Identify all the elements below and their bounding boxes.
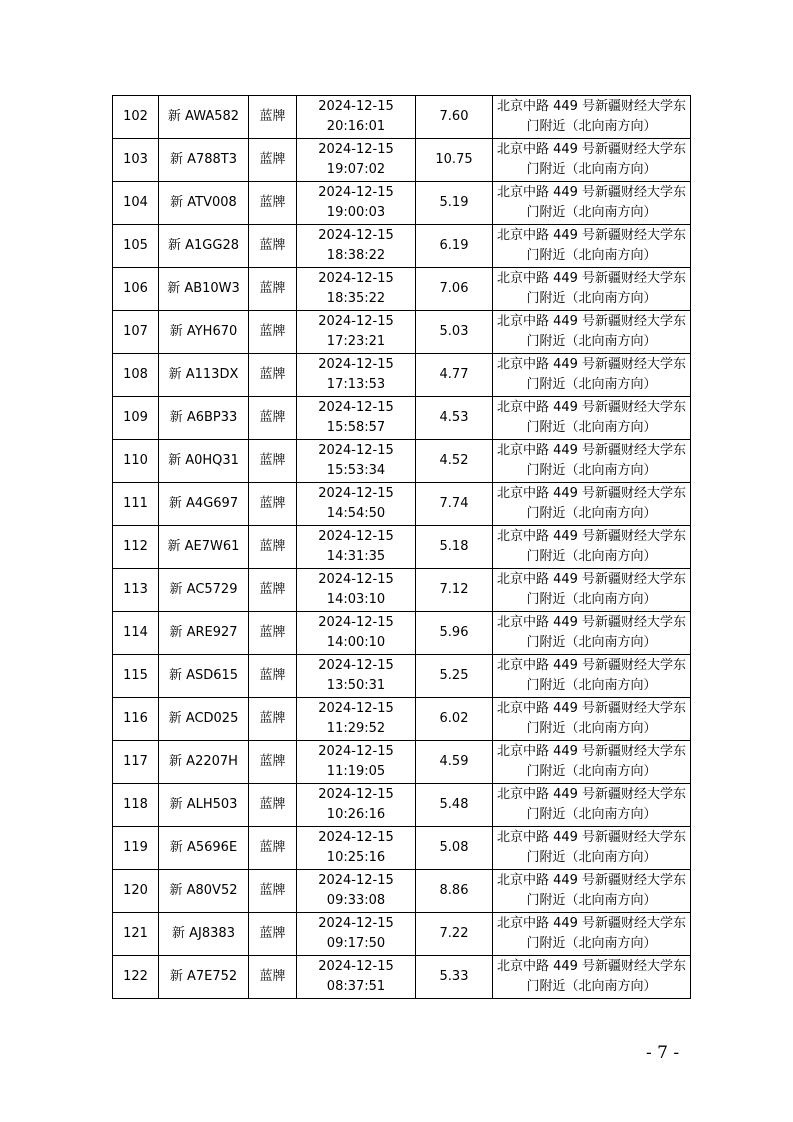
date-text: 2024-12-15 (318, 873, 394, 888)
row-number-cell: 117 (113, 741, 159, 784)
table-row (113, 182, 691, 225)
table-row (113, 96, 691, 139)
time-text: 09:33:08 (326, 893, 386, 908)
plate-color-cell: 蓝牌 (249, 827, 297, 870)
location-line-2: 门附近（北向南方向） (526, 678, 657, 693)
location-line-1: 北京中路 449 号新疆财经大学东 (496, 701, 687, 716)
plate-number-cell: 新 A6BP33 (159, 397, 249, 440)
plate-color-cell: 蓝牌 (249, 96, 297, 139)
plate-color-cell: 蓝牌 (249, 440, 297, 483)
date-text: 2024-12-15 (318, 615, 394, 630)
location-line-1: 北京中路 449 号新疆财经大学东 (496, 400, 687, 415)
location-cell (493, 268, 691, 311)
time-text: 10:25:16 (326, 850, 386, 865)
time-text: 15:53:34 (326, 463, 386, 478)
row-number-cell: 106 (113, 268, 159, 311)
plate-number-cell: 新 A2207H (159, 741, 249, 784)
location-line-2: 门附近（北向南方向） (526, 592, 657, 607)
timestamp-cell (297, 569, 416, 612)
value-cell: 4.53 (416, 397, 493, 440)
location-line-2: 门附近（北向南方向） (526, 162, 657, 177)
location-cell (493, 225, 691, 268)
row-number-cell: 121 (113, 913, 159, 956)
timestamp-cell (297, 956, 416, 999)
table-row (113, 956, 691, 999)
time-text: 14:54:50 (326, 506, 386, 521)
row-number-cell: 110 (113, 440, 159, 483)
date-text: 2024-12-15 (318, 959, 394, 974)
timestamp-cell (297, 268, 416, 311)
table-row (113, 784, 691, 827)
location-line-2: 门附近（北向南方向） (526, 291, 657, 306)
location-cell (493, 870, 691, 913)
value-cell: 7.74 (416, 483, 493, 526)
plate-number-cell: 新 AC5729 (159, 569, 249, 612)
location-line-2: 门附近（北向南方向） (526, 205, 657, 220)
plate-color-cell: 蓝牌 (249, 612, 297, 655)
location-line-1: 北京中路 449 号新疆财经大学东 (496, 314, 687, 329)
location-line-1: 北京中路 449 号新疆财经大学东 (496, 572, 687, 587)
date-text: 2024-12-15 (318, 787, 394, 802)
value-cell: 7.12 (416, 569, 493, 612)
plate-number-cell: 新 AYH670 (159, 311, 249, 354)
location-cell (493, 612, 691, 655)
timestamp-cell (297, 655, 416, 698)
location-cell (493, 483, 691, 526)
value-cell: 4.59 (416, 741, 493, 784)
location-cell (493, 397, 691, 440)
location-line-1: 北京中路 449 号新疆财经大学东 (496, 529, 687, 544)
plate-number-cell: 新 ACD025 (159, 698, 249, 741)
table-row (113, 569, 691, 612)
date-text: 2024-12-15 (318, 443, 394, 458)
table-row (113, 827, 691, 870)
plate-color-cell: 蓝牌 (249, 698, 297, 741)
location-line-1: 北京中路 449 号新疆财经大学东 (496, 99, 687, 114)
plate-number-cell: 新 A113DX (159, 354, 249, 397)
plate-number-cell: 新 A4G697 (159, 483, 249, 526)
location-line-1: 北京中路 449 号新疆财经大学东 (496, 271, 687, 286)
value-cell: 5.08 (416, 827, 493, 870)
date-text: 2024-12-15 (318, 830, 394, 845)
row-number-cell: 107 (113, 311, 159, 354)
timestamp-cell (297, 612, 416, 655)
location-line-1: 北京中路 449 号新疆财经大学东 (496, 744, 687, 759)
page-number: - 7 - (646, 1043, 680, 1063)
plate-color-cell: 蓝牌 (249, 956, 297, 999)
row-number-cell: 103 (113, 139, 159, 182)
records-table (112, 95, 691, 999)
location-cell (493, 698, 691, 741)
timestamp-cell (297, 225, 416, 268)
location-cell (493, 354, 691, 397)
row-number-cell: 104 (113, 182, 159, 225)
time-text: 09:17:50 (326, 936, 386, 951)
date-text: 2024-12-15 (318, 529, 394, 544)
timestamp-cell (297, 483, 416, 526)
table-row (113, 225, 691, 268)
value-cell: 5.33 (416, 956, 493, 999)
value-cell: 10.75 (416, 139, 493, 182)
plate-color-cell: 蓝牌 (249, 397, 297, 440)
timestamp-cell (297, 526, 416, 569)
value-cell: 6.02 (416, 698, 493, 741)
row-number-cell: 113 (113, 569, 159, 612)
plate-number-cell: 新 A80V52 (159, 870, 249, 913)
plate-number-cell: 新 AB10W3 (159, 268, 249, 311)
plate-number-cell: 新 AWA582 (159, 96, 249, 139)
date-text: 2024-12-15 (318, 142, 394, 157)
time-text: 19:07:02 (326, 162, 386, 177)
timestamp-cell (297, 827, 416, 870)
table-row (113, 139, 691, 182)
table-row (113, 311, 691, 354)
location-line-2: 门附近（北向南方向） (526, 334, 657, 349)
plate-number-cell: 新 ASD615 (159, 655, 249, 698)
table-row (113, 397, 691, 440)
time-text: 08:37:51 (326, 979, 386, 994)
value-cell: 7.60 (416, 96, 493, 139)
location-line-1: 北京中路 449 号新疆财经大学东 (496, 830, 687, 845)
location-line-2: 门附近（北向南方向） (526, 936, 657, 951)
row-number-cell: 116 (113, 698, 159, 741)
plate-number-cell: 新 A5696E (159, 827, 249, 870)
row-number-cell: 120 (113, 870, 159, 913)
location-line-2: 门附近（北向南方向） (526, 248, 657, 263)
location-line-1: 北京中路 449 号新疆财经大学东 (496, 873, 687, 888)
plate-number-cell: 新 AE7W61 (159, 526, 249, 569)
value-cell: 8.86 (416, 870, 493, 913)
date-text: 2024-12-15 (318, 314, 394, 329)
plate-color-cell: 蓝牌 (249, 354, 297, 397)
location-line-1: 北京中路 449 号新疆财经大学东 (496, 142, 687, 157)
plate-number-cell: 新 A0HQ31 (159, 440, 249, 483)
location-line-2: 门附近（北向南方向） (526, 893, 657, 908)
row-number-cell: 108 (113, 354, 159, 397)
location-line-1: 北京中路 449 号新疆财经大学东 (496, 228, 687, 243)
plate-color-cell: 蓝牌 (249, 655, 297, 698)
value-cell: 5.48 (416, 784, 493, 827)
plate-color-cell: 蓝牌 (249, 225, 297, 268)
plate-color-cell: 蓝牌 (249, 741, 297, 784)
date-text: 2024-12-15 (318, 658, 394, 673)
location-cell (493, 182, 691, 225)
date-text: 2024-12-15 (318, 228, 394, 243)
value-cell: 5.96 (416, 612, 493, 655)
plate-number-cell: 新 ARE927 (159, 612, 249, 655)
table-row (113, 913, 691, 956)
location-line-1: 北京中路 449 号新疆财经大学东 (496, 658, 687, 673)
location-cell (493, 139, 691, 182)
value-cell: 7.22 (416, 913, 493, 956)
timestamp-cell (297, 698, 416, 741)
location-line-2: 门附近（北向南方向） (526, 377, 657, 392)
location-line-1: 北京中路 449 号新疆财经大学东 (496, 185, 687, 200)
value-cell: 6.19 (416, 225, 493, 268)
plate-color-cell: 蓝牌 (249, 870, 297, 913)
value-cell: 4.77 (416, 354, 493, 397)
timestamp-cell (297, 397, 416, 440)
location-line-2: 门附近（北向南方向） (526, 979, 657, 994)
time-text: 17:23:21 (326, 334, 386, 349)
location-line-2: 门附近（北向南方向） (526, 420, 657, 435)
plate-number-cell: 新 ATV008 (159, 182, 249, 225)
time-text: 14:00:10 (326, 635, 386, 650)
date-text: 2024-12-15 (318, 572, 394, 587)
value-cell: 5.03 (416, 311, 493, 354)
time-text: 15:58:57 (326, 420, 386, 435)
time-text: 11:19:05 (326, 764, 386, 779)
table-row (113, 440, 691, 483)
table-row (113, 268, 691, 311)
location-cell (493, 311, 691, 354)
date-text: 2024-12-15 (318, 701, 394, 716)
location-line-2: 门附近（北向南方向） (526, 549, 657, 564)
plate-number-cell: 新 AJ8383 (159, 913, 249, 956)
row-number-cell: 119 (113, 827, 159, 870)
timestamp-cell (297, 870, 416, 913)
date-text: 2024-12-15 (318, 99, 394, 114)
row-number-cell: 102 (113, 96, 159, 139)
location-line-2: 门附近（北向南方向） (526, 850, 657, 865)
table-row (113, 655, 691, 698)
value-cell: 5.25 (416, 655, 493, 698)
timestamp-cell (297, 182, 416, 225)
location-line-1: 北京中路 449 号新疆财经大学东 (496, 443, 687, 458)
location-cell (493, 569, 691, 612)
table-row (113, 612, 691, 655)
location-line-2: 门附近（北向南方向） (526, 635, 657, 650)
table-row (113, 354, 691, 397)
date-text: 2024-12-15 (318, 400, 394, 415)
time-text: 14:31:35 (326, 549, 386, 564)
row-number-cell: 118 (113, 784, 159, 827)
location-line-2: 门附近（北向南方向） (526, 506, 657, 521)
time-text: 17:13:53 (326, 377, 386, 392)
location-line-1: 北京中路 449 号新疆财经大学东 (496, 357, 687, 372)
location-line-2: 门附近（北向南方向） (526, 721, 657, 736)
location-line-2: 门附近（北向南方向） (526, 119, 657, 134)
date-text: 2024-12-15 (318, 744, 394, 759)
time-text: 18:38:22 (326, 248, 386, 263)
location-cell (493, 784, 691, 827)
location-line-1: 北京中路 449 号新疆财经大学东 (496, 787, 687, 802)
table-row (113, 870, 691, 913)
location-cell (493, 526, 691, 569)
plate-number-cell: 新 A788T3 (159, 139, 249, 182)
date-text: 2024-12-15 (318, 185, 394, 200)
location-line-1: 北京中路 449 号新疆财经大学东 (496, 959, 687, 974)
timestamp-cell (297, 311, 416, 354)
time-text: 11:29:52 (326, 721, 386, 736)
row-number-cell: 122 (113, 956, 159, 999)
location-cell (493, 655, 691, 698)
plate-color-cell: 蓝牌 (249, 139, 297, 182)
plate-color-cell: 蓝牌 (249, 268, 297, 311)
timestamp-cell (297, 913, 416, 956)
timestamp-cell (297, 440, 416, 483)
timestamp-cell (297, 784, 416, 827)
date-text: 2024-12-15 (318, 916, 394, 931)
row-number-cell: 109 (113, 397, 159, 440)
table-row (113, 698, 691, 741)
location-line-1: 北京中路 449 号新疆财经大学东 (496, 486, 687, 501)
location-line-2: 门附近（北向南方向） (526, 463, 657, 478)
value-cell: 5.19 (416, 182, 493, 225)
row-number-cell: 105 (113, 225, 159, 268)
row-number-cell: 112 (113, 526, 159, 569)
time-text: 13:50:31 (326, 678, 386, 693)
location-cell (493, 741, 691, 784)
value-cell: 4.52 (416, 440, 493, 483)
table-row (113, 526, 691, 569)
timestamp-cell (297, 96, 416, 139)
table-row (113, 483, 691, 526)
plate-color-cell: 蓝牌 (249, 483, 297, 526)
time-text: 20:16:01 (326, 119, 386, 134)
location-cell (493, 956, 691, 999)
plate-color-cell: 蓝牌 (249, 182, 297, 225)
plate-color-cell: 蓝牌 (249, 526, 297, 569)
row-number-cell: 111 (113, 483, 159, 526)
time-text: 19:00:03 (326, 205, 386, 220)
row-number-cell: 115 (113, 655, 159, 698)
timestamp-cell (297, 741, 416, 784)
time-text: 18:35:22 (326, 291, 386, 306)
value-cell: 5.18 (416, 526, 493, 569)
timestamp-cell (297, 139, 416, 182)
location-line-2: 门附近（北向南方向） (526, 764, 657, 779)
location-line-1: 北京中路 449 号新疆财经大学东 (496, 615, 687, 630)
plate-color-cell: 蓝牌 (249, 569, 297, 612)
time-text: 10:26:16 (326, 807, 386, 822)
location-line-1: 北京中路 449 号新疆财经大学东 (496, 916, 687, 931)
plate-number-cell: 新 A7E752 (159, 956, 249, 999)
plate-color-cell: 蓝牌 (249, 311, 297, 354)
date-text: 2024-12-15 (318, 486, 394, 501)
location-line-2: 门附近（北向南方向） (526, 807, 657, 822)
table-row (113, 741, 691, 784)
date-text: 2024-12-15 (318, 357, 394, 372)
location-cell (493, 913, 691, 956)
location-cell (493, 440, 691, 483)
value-cell: 7.06 (416, 268, 493, 311)
plate-number-cell: 新 ALH503 (159, 784, 249, 827)
plate-color-cell: 蓝牌 (249, 784, 297, 827)
row-number-cell: 114 (113, 612, 159, 655)
plate-color-cell: 蓝牌 (249, 913, 297, 956)
date-text: 2024-12-15 (318, 271, 394, 286)
time-text: 14:03:10 (326, 592, 386, 607)
timestamp-cell (297, 354, 416, 397)
location-cell (493, 827, 691, 870)
location-cell (493, 96, 691, 139)
records-table-body (113, 96, 691, 999)
plate-number-cell: 新 A1GG28 (159, 225, 249, 268)
